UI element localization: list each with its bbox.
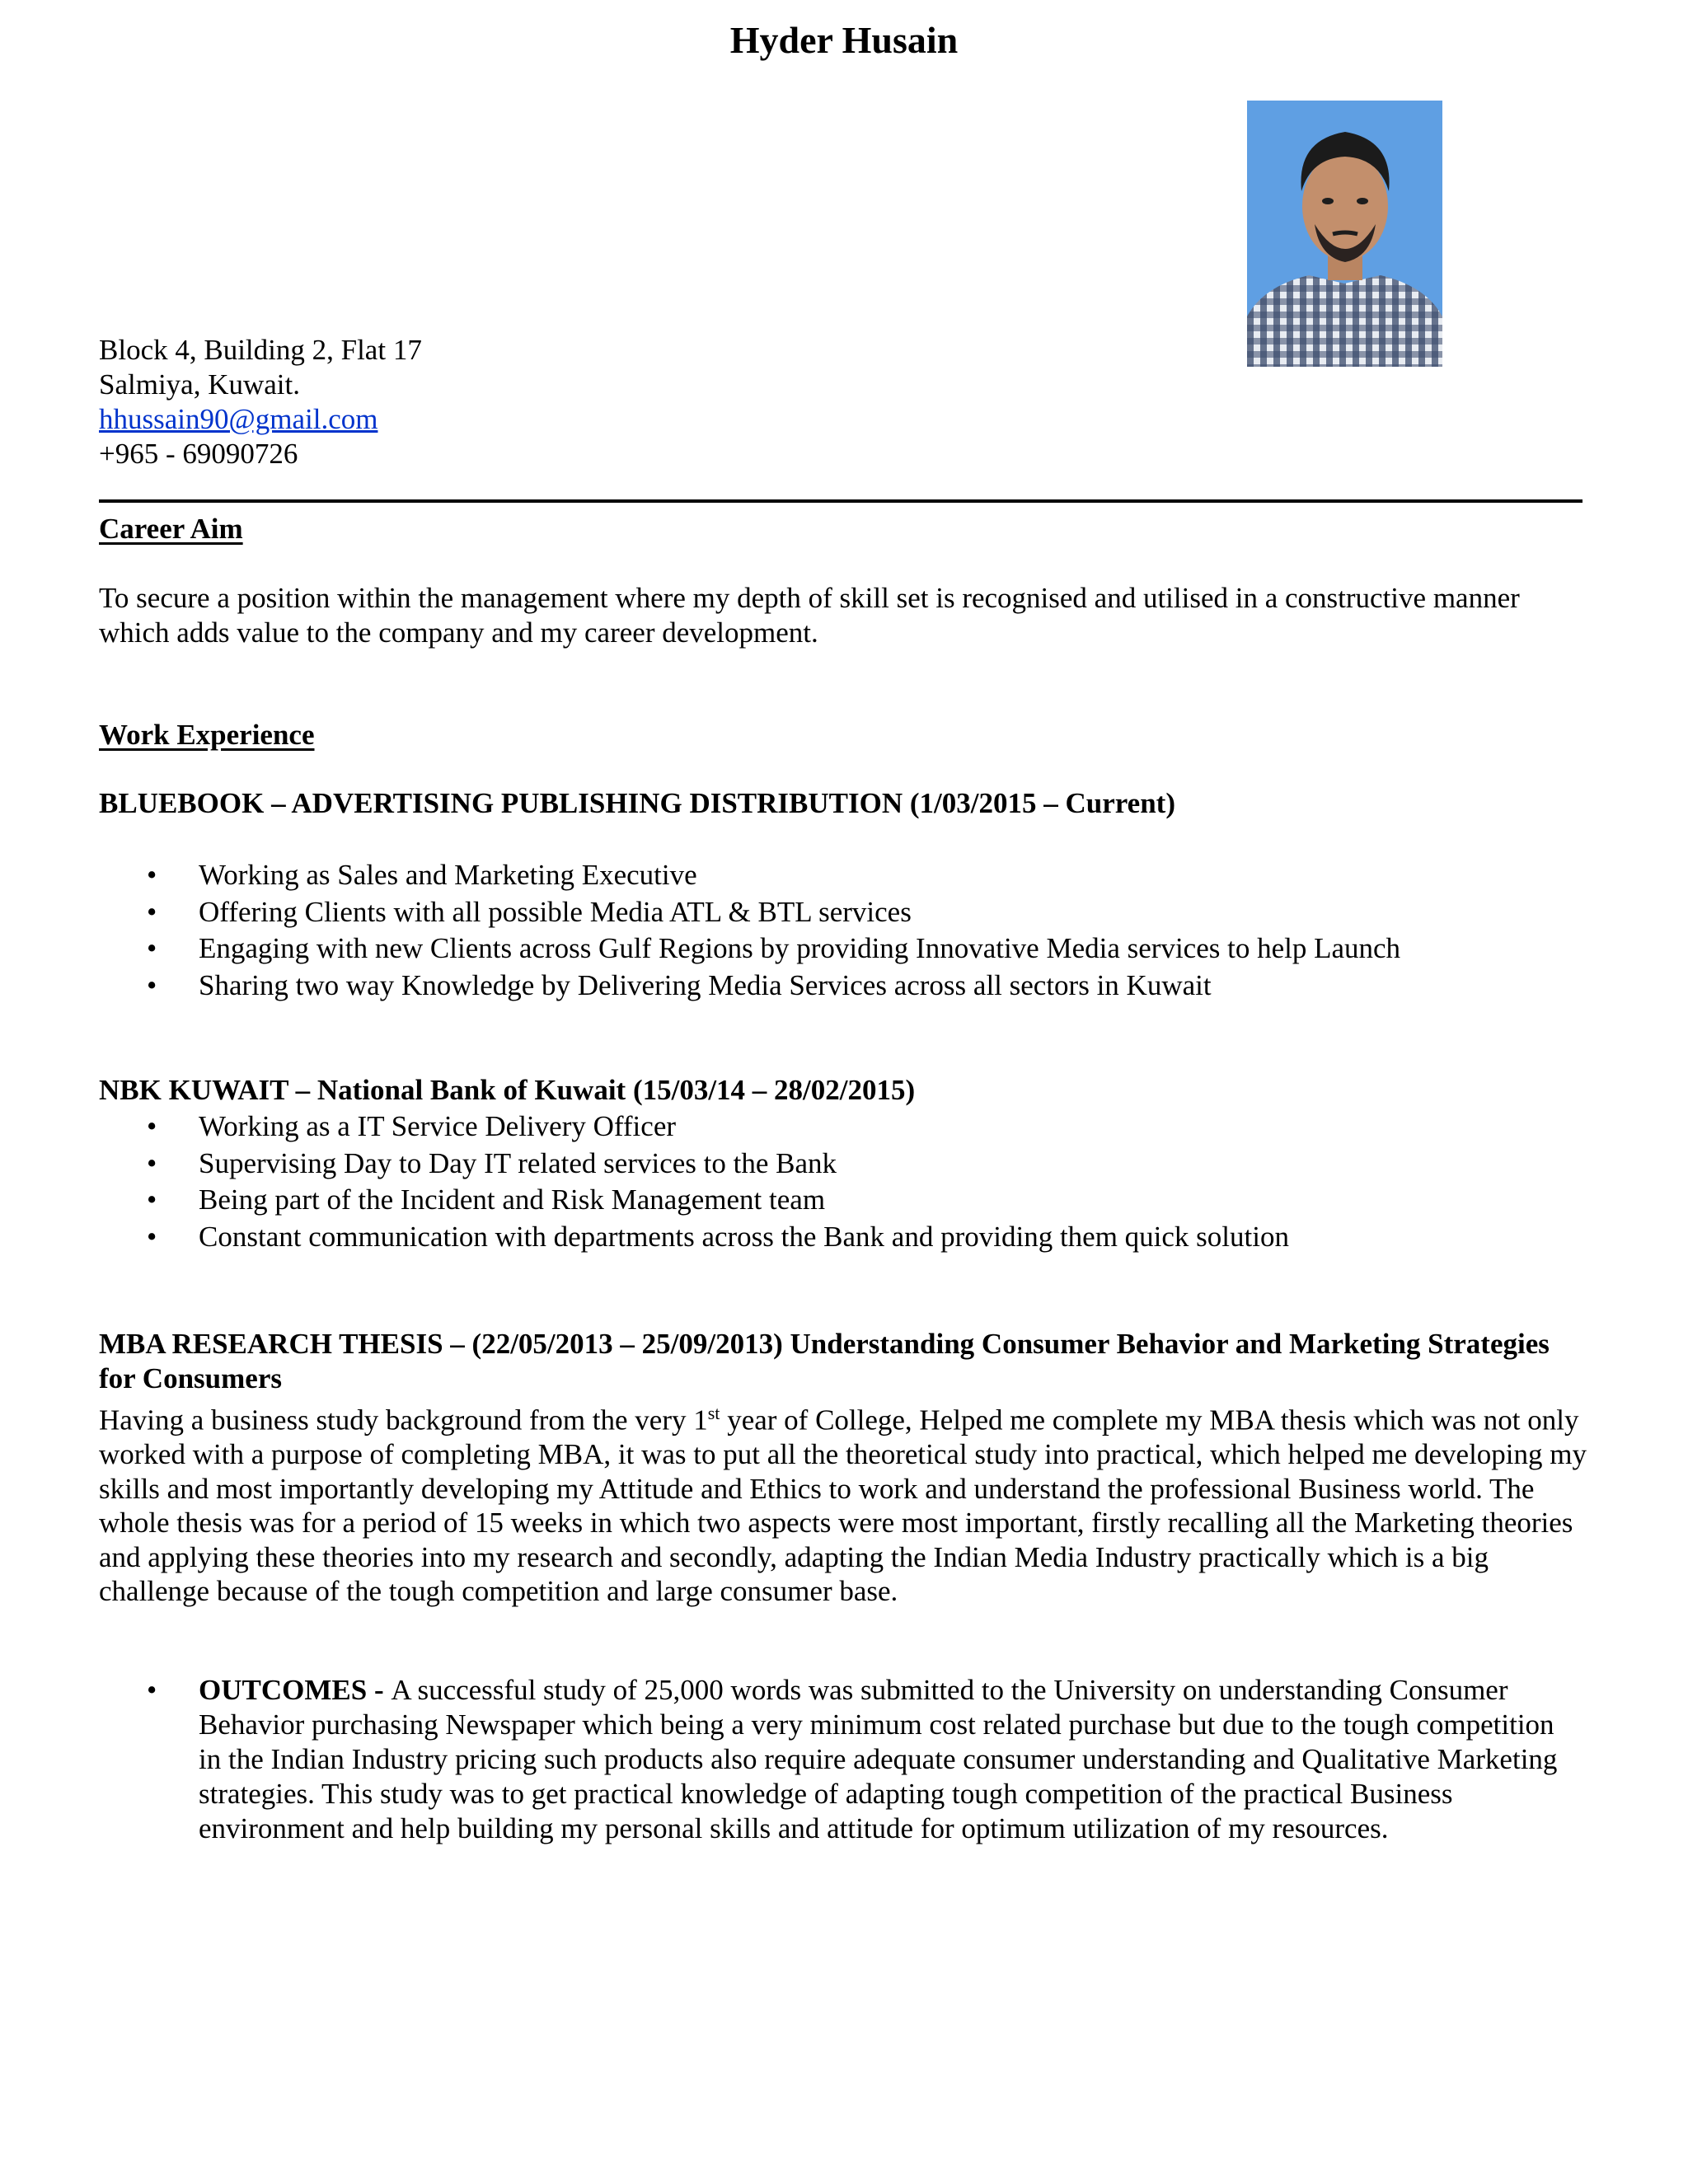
career-aim-text: To secure a position within the management where my depth of skill set is recognised and utilised in a constructive manner which adds value to the company and my career development. (99, 582, 1520, 649)
thesis-body-start: Having a business study background from the very 1 (99, 1404, 708, 1436)
list-item: • Supervising Day to Day IT related services to the Bank (99, 1146, 1599, 1183)
job-title-bluebook: BLUEBOOK – ADVERTISING PUBLISHING DISTRIBUTION (1/03/2015 – Current) (99, 787, 1175, 819)
career-aim-heading: Career Aim (99, 513, 243, 545)
bullet-dot: • (147, 1674, 157, 1706)
header-divider (99, 499, 1582, 503)
phone-number: +965 - 69090726 (99, 438, 298, 470)
thesis-body (99, 1396, 1591, 1609)
outcomes-item (99, 1673, 1582, 1846)
list-item: • Offering Clients with all possible Media ATL & BTL services (99, 894, 1599, 931)
list-item: • Constant communication with departments across the Bank and providing them quick solution (99, 1219, 1599, 1256)
work-experience-heading: Work Experience (99, 719, 315, 751)
outcomes-label: OUTCOMES - (199, 1674, 392, 1706)
list-item: • Working as Sales and Marketing Executive (99, 857, 1599, 894)
job-bullets-bluebook (99, 857, 1599, 1004)
thesis-body-superscript: st (707, 1403, 720, 1423)
candidate-name: Hyder Husain (729, 19, 959, 61)
list-item: • Being part of the Incident and Risk Management team (99, 1182, 1599, 1219)
list-item: • Working as a IT Service Delivery Officer (99, 1108, 1599, 1146)
list-item: • Engaging with new Clients across Gulf Regions by providing Innovative Media services to help Launch (99, 930, 1599, 968)
job-bullets-nbk (99, 1108, 1599, 1255)
thesis-body-rest: year of College, Helped me complete my MBA thesis which was not only worked with a purpose of completing MBA, it was to put all the theoretical study into practical, which helped me developing my skills and most importantly developing my Attitude and Ethics to work and understand the professional Business world. The whole thesis was for a period of 15 weeks in which two aspects were most important, firstly recalling all the Marketing theories and applying these theories into my research and secondly, adapting the Indian Media Industry practically which is a big challenge because of the tough competition and large consumer base. (99, 1404, 1587, 1608)
list-item: • Sharing two way Knowledge by Delivering Media Services across all sectors in Kuwait (99, 968, 1599, 1005)
address-line-2: Salmiya, Kuwait. (99, 368, 300, 401)
outcomes-text: A successful study of 25,000 words was submitted to the University on understanding Consumer Behavior purchasing Newspaper which being a very minimum cost related purchase but due to the tough competition in the Indian Industry pricing such products also require adequate consumer understanding and Qualitative Marketing strategies. This study was to get practical knowledge of adapting tough competition of the practical Business environment and help building my personal skills and attitude for optimum utilization of my resources. (199, 1674, 1558, 1844)
address-line-1: Block 4, Building 2, Flat 17 (99, 334, 422, 366)
profile-photo (1247, 101, 1442, 367)
job-title-nbk: NBK KUWAIT – National Bank of Kuwait (15/03/14 – 28/02/2015) (99, 1074, 916, 1106)
thesis-title: MBA RESEARCH THESIS – (22/05/2013 – 25/09/2013) Understanding Consumer Behavior and Marketing Strategies for Consumers (99, 1328, 1550, 1394)
contact-block (99, 333, 422, 471)
email-link[interactable]: hhussain90@gmail.com (99, 403, 378, 435)
